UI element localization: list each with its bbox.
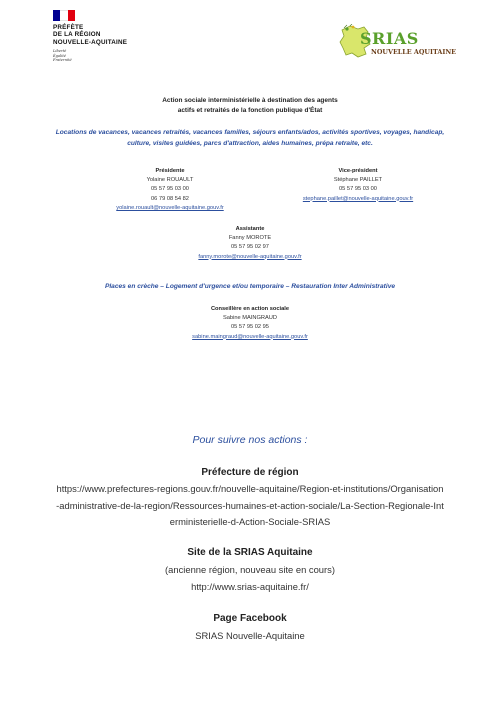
republic-motto: Liberté Égalité Fraternité [53, 49, 72, 62]
facebook-section-title: Page Facebook [213, 613, 287, 624]
srias-logo-word: SRIAS [360, 29, 419, 48]
contact-email-link[interactable]: sabine.maingraud@nouvelle-aquitaine.gouv.fr [192, 333, 308, 340]
site-note: (ancienne région, nouveau site en cours) [165, 564, 335, 575]
facebook-page-link[interactable]: SRIAS Nouvelle-Aquitaine [195, 630, 305, 641]
prefecture-name: PRÉFÈTE DE LA RÉGION NOUVELLE-AQUITAINE [53, 24, 128, 46]
contact-role: Vice-président [338, 168, 378, 174]
contact-vice-president [283, 167, 433, 204]
contact-phone: 05 57 95 03 00 [339, 186, 377, 193]
srias-logo [338, 24, 456, 60]
contact-president [95, 167, 245, 213]
services-line: Places en crèche – Logement d'urgence et/ou temporaire – Restauration Inter Administrative [104, 283, 396, 290]
contact-phone: 05 57 95 02 95 [231, 324, 269, 331]
contact-assistant [175, 225, 325, 262]
prefecture-url-link[interactable]: https://www.prefectures-regions.gouv.fr/nouvelle-aquitaine/Region-et-institutions/Organisation-administrative-de-la-region/Ressources-humaines-et-action-sociale/La-Section-Regionale-Interministerielle-d-Action-Sociale-SRIAS [56, 483, 444, 528]
follow-heading: Pour suivre nos actions : [192, 434, 308, 446]
contact-phone: 05 57 95 03 00 [151, 186, 189, 193]
contact-name: Yolaine ROUAULT [146, 177, 194, 184]
contact-role: Conseillère en action sociale [210, 306, 290, 312]
french-flag-icon [53, 10, 75, 21]
srias-logo-subtitle: NOUVELLE AQUITAINE [371, 48, 457, 56]
contact-email-link[interactable]: yolaine.rouault@nouvelle-aquitaine.gouv.fr [116, 204, 224, 211]
prefecture-logo [53, 10, 163, 62]
contact-email-link[interactable]: stephane.paillet@nouvelle-aquitaine.gouv.fr [302, 195, 414, 202]
contact-role: Présidente [155, 168, 185, 174]
contact-mobile: 06 79 08 54 82 [151, 195, 189, 202]
site-section-text [0, 562, 500, 595]
contact-name: Sabine MAINGRAUD [222, 315, 278, 322]
site-url-link[interactable]: http://www.srias-aquitaine.fr/ [191, 580, 309, 592]
contact-role: Assistante [235, 226, 265, 232]
activities-list: Locations de vacances, vacances retraités, vacances familles, séjours enfants/ados, activités sportives, voyages, handicap, culture, visites guidées, parcs d'attraction, aides humaines, prépa retraite, etc. [55, 129, 445, 147]
contact-name: Fanny MOROTE [228, 235, 272, 242]
contact-name: Stéphane PAILLET [333, 177, 383, 184]
prefecture-section-title: Préfecture de région [201, 467, 299, 478]
contact-email-link[interactable]: fanny.morote@nouvelle-aquitaine.gouv.fr [198, 253, 302, 260]
intro-heading: Action sociale interministérielle à destination des agents actifs et retraités de la fonction publique d'État [162, 97, 338, 114]
site-section-title: Site de la SRIAS Aquitaine [187, 547, 313, 558]
contact-phone: 05 57 95 02 97 [231, 244, 269, 251]
contact-conseillere [175, 305, 325, 342]
